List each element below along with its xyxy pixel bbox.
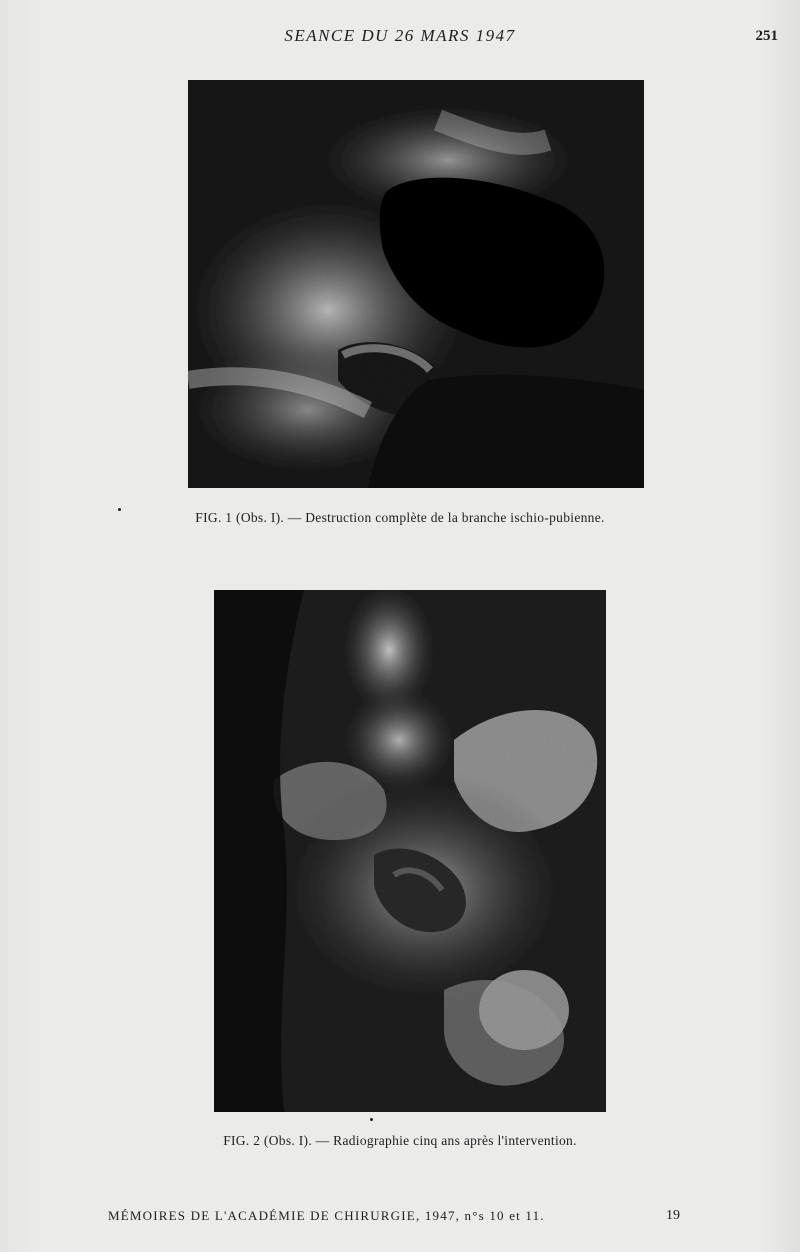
- figure-1-radiograph: [188, 80, 644, 488]
- page-header-title: SEANCE DU 26 MARS 1947: [284, 26, 516, 45]
- journal-footer: MÉMOIRES DE L'ACADÉMIE DE CHIRURGIE, 1947, n°s 10 et 11.: [108, 1208, 545, 1223]
- radiograph-2-image: [214, 590, 606, 1112]
- figure-2-radiograph: [214, 590, 606, 1112]
- figure-1-caption: FIG. 1 (Obs. I). — Destruction complète de la branche ischio-pubienne.: [195, 510, 605, 525]
- figure-2-caption: FIG. 2 (Obs. I). — Radiographie cinq ans après l'intervention.: [223, 1133, 577, 1148]
- page-number: 251: [755, 28, 778, 44]
- radiograph-1-image: [188, 80, 644, 488]
- signature-number: 19: [666, 1208, 680, 1223]
- print-speck: [370, 1118, 373, 1121]
- print-speck: [118, 508, 121, 511]
